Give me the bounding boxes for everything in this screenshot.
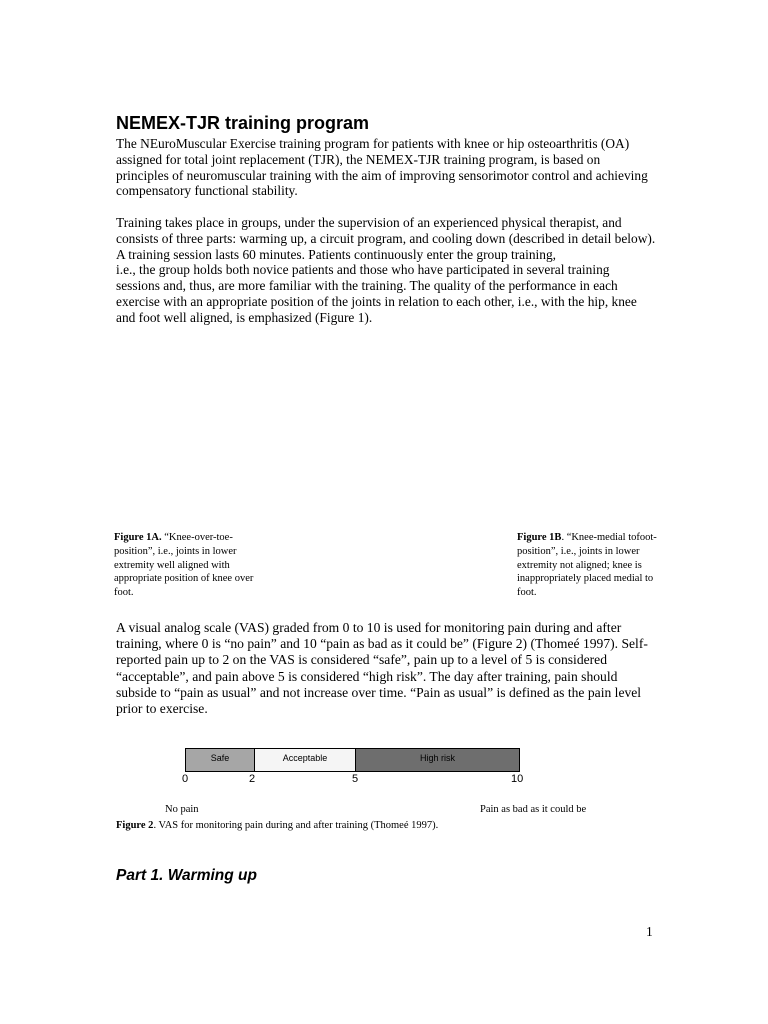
figure-1a-caption bbox=[114, 531, 259, 600]
vas-scale-bar bbox=[185, 748, 520, 772]
training-text-1: Training takes place in groups, under the supervision of an experienced physical therapist, and consists of three parts: warming up, a circuit program, and cooling down (described in detail below). A training session lasts 60 minutes. Patients continuously enter the group training, bbox=[116, 215, 656, 262]
figure-1a-text: “Knee-over-toe-position”, i.e., joints in lower extremity well aligned with appropriate position of knee over foot. bbox=[114, 532, 254, 599]
figure-2-caption bbox=[116, 819, 438, 832]
document-title: NEMEX-TJR training program bbox=[116, 113, 370, 133]
vas-paragraph bbox=[116, 620, 656, 717]
figure-1b-caption bbox=[517, 531, 663, 600]
vas-zone-high-risk: High risk bbox=[356, 749, 519, 771]
vas-left-label: No pain bbox=[165, 804, 199, 815]
part1-heading: Part 1. Warming up bbox=[116, 867, 257, 884]
vas-zone-safe: Safe bbox=[186, 749, 255, 771]
training-paragraph bbox=[116, 215, 656, 326]
figure-2-text: . VAS for monitoring pain during and after training (Thomeé 1997). bbox=[153, 820, 439, 831]
vas-tick-2: 2 bbox=[249, 773, 256, 785]
intro-text: The NEuroMuscular Exercise training program for patients with knee or hip osteoarthritis (OA) assigned for total joint replacement (TJR), the NEMEX-TJR training program, is based on principles of neuromuscular training with the aim of improving sensorimotor control and achieving compensatory functional stability. bbox=[116, 136, 648, 199]
page-number: 1 bbox=[646, 924, 653, 939]
vas-tick-10: 10 bbox=[511, 773, 524, 785]
vas-right-label: Pain as bad as it could be bbox=[480, 804, 587, 815]
training-text-2: i.e., the group holds both novice patients and those who have participated in several training sessions and, thus, are more familiar with the training. The quality of the performance in each exercise with an appropriate position of the joints in relation to each other, i.e., with the hip, knee and foot well aligned, is emphasized (Figure 1). bbox=[116, 262, 637, 325]
figure-1b-label: Figure 1B bbox=[517, 532, 562, 543]
vas-text: A visual analog scale (VAS) graded from 0 to 10 is used for monitoring pain during and after training, where 0 is “no pain” and 10 “pain as bad as it could be” (Figure 2) (Thomeé 1997). Self-reported pain up to 2 on the VAS is considered “safe”, pain up to a level of 5 is considered “acceptable”, and pain above 5 is considered “high risk”. The day after training, pain should subside to “pain as usual” and not increase over time. “Pain as usual” is defined as the pain level prior to exercise. bbox=[116, 620, 648, 717]
figure-1a-label: Figure 1A. bbox=[114, 532, 162, 543]
intro-paragraph bbox=[116, 136, 656, 199]
figure-2-label: Figure 2 bbox=[116, 820, 154, 831]
vas-zone-acceptable: Acceptable bbox=[255, 749, 356, 771]
figure-1b-text: . “Knee-medial tofoot-position”, i.e., joints in lower extremity not aligned; knee is inappropriately placed medial to foot. bbox=[517, 532, 657, 599]
vas-tick-0: 0 bbox=[182, 773, 189, 785]
vas-tick-5: 5 bbox=[352, 773, 359, 785]
